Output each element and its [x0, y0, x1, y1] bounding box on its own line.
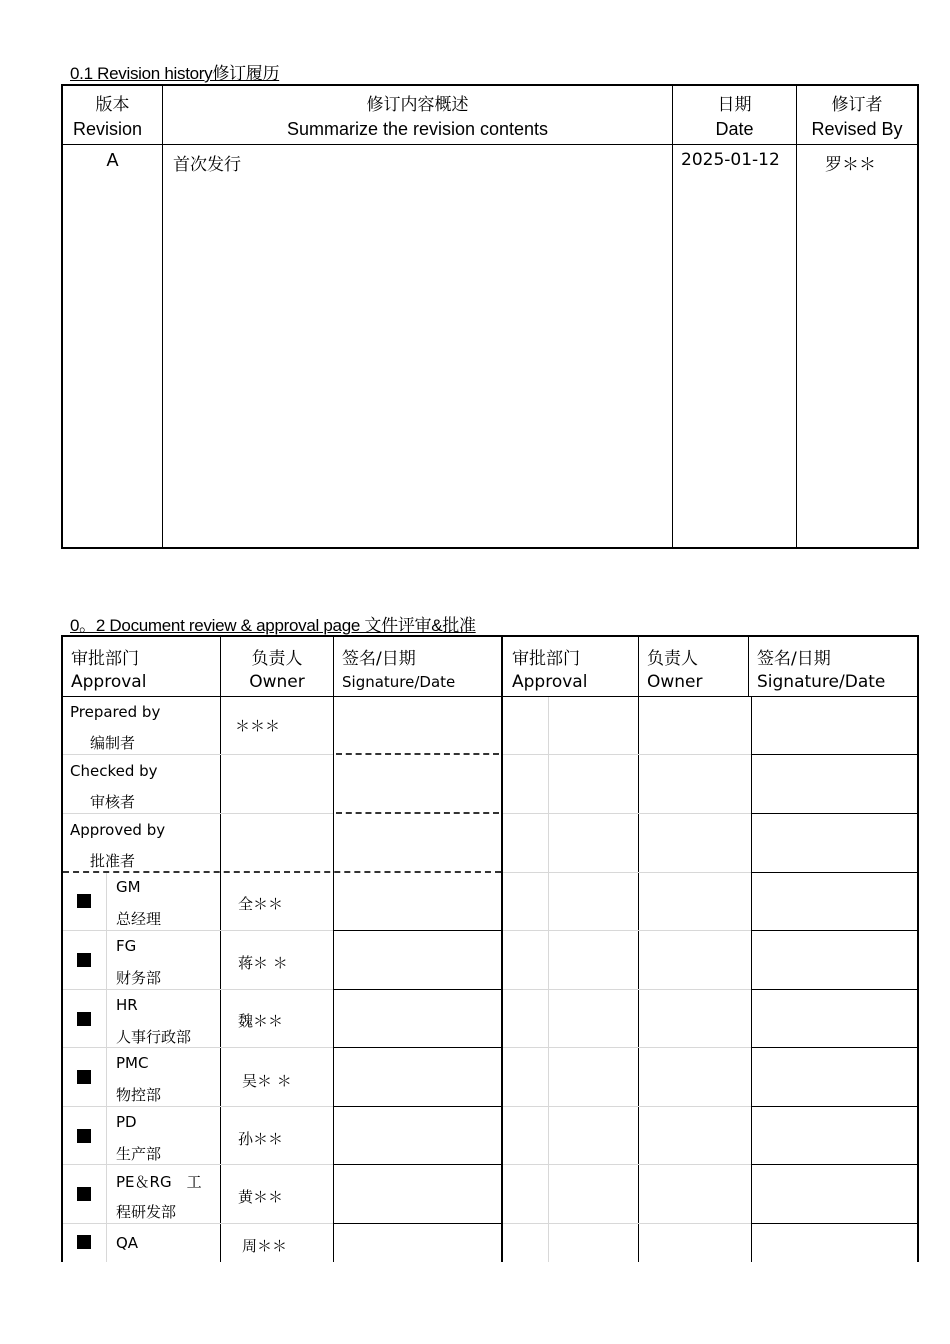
header-contents-en: Summarize the revision contents: [286, 119, 549, 139]
header-date-cn: 日期: [717, 95, 752, 115]
dept-code: PE＆RG 工: [116, 1173, 202, 1191]
role-owner: ＊＊＊: [235, 717, 281, 735]
header-revised-by-cn: 修订者: [831, 95, 883, 115]
role-en: Prepared by: [70, 703, 161, 721]
header-revision-en: Revision: [72, 119, 143, 139]
role-en: Checked by: [70, 762, 158, 780]
dept-name: 物控部: [116, 1086, 162, 1104]
right-header-signature-en: Signature/Date: [757, 672, 886, 692]
dept-name: 人事行政部: [116, 1028, 192, 1046]
dept-code: PMC: [116, 1054, 149, 1072]
dept-name: 总经理: [116, 910, 162, 928]
dept-checkbox[interactable]: [77, 1012, 91, 1026]
header-date-en: Date: [715, 119, 754, 139]
dept-name: 财务部: [116, 969, 162, 987]
row-date: 2025-01-12: [681, 150, 780, 170]
dept-name: 生产部: [116, 1145, 162, 1163]
left-header-approval-cn: 审批部门: [71, 649, 139, 669]
dept-code: HR: [116, 996, 138, 1014]
dept-owner: 魏＊＊: [238, 1012, 284, 1030]
role-cn: 批准者: [90, 852, 136, 870]
dept-checkbox[interactable]: [77, 894, 91, 908]
dept-checkbox[interactable]: [77, 953, 91, 967]
dept-checkbox[interactable]: [77, 1070, 91, 1084]
dept-owner: 蒋＊ ＊: [238, 954, 288, 972]
header-revision-cn: 版本: [95, 95, 130, 115]
dept-owner: 周＊＊: [242, 1237, 288, 1255]
role-en: Approved by: [70, 821, 166, 839]
approval-heading: 0。2 Document review & approval page 文件评审&批准: [70, 616, 476, 635]
dept-checkbox[interactable]: [77, 1235, 91, 1249]
dept-code: QA: [116, 1234, 139, 1252]
dept-owner: 全＊＊: [238, 895, 284, 913]
left-header-signature-en: Signature/Date: [342, 673, 456, 691]
left-header-owner-cn: 负责人: [251, 649, 303, 669]
right-header-approval-cn: 审批部门: [512, 649, 580, 669]
row-contents: 首次发行: [173, 155, 241, 175]
dept-checkbox[interactable]: [77, 1129, 91, 1143]
row-revision: A: [106, 150, 119, 170]
right-header-approval-en: Approval: [512, 672, 588, 692]
dept-name: 程研发部: [116, 1203, 177, 1221]
header-revised-by-en: Revised By: [811, 119, 903, 139]
row-revised-by: 罗＊＊: [825, 155, 876, 175]
dept-owner: 黄＊＊: [238, 1188, 284, 1206]
left-header-approval-en: Approval: [71, 672, 147, 692]
revision-history-heading: 0.1 Revision history修订履历: [70, 64, 280, 83]
right-header-owner-cn: 负责人: [647, 649, 698, 669]
dept-owner: 吴＊ ＊: [242, 1072, 292, 1090]
role-cn: 审核者: [90, 793, 136, 811]
right-header-owner-en: Owner: [647, 672, 703, 692]
dept-code: FG: [116, 937, 137, 955]
dept-checkbox[interactable]: [77, 1187, 91, 1201]
left-header-owner-en: Owner: [249, 672, 305, 692]
dept-owner: 孙＊＊: [238, 1130, 284, 1148]
role-cn: 编制者: [90, 734, 136, 752]
right-header-signature-cn: 签名/日期: [757, 649, 831, 669]
left-header-signature-cn: 签名/日期: [342, 649, 416, 669]
header-contents-cn: 修订内容概述: [366, 95, 469, 115]
dept-code: PD: [116, 1113, 137, 1131]
dept-code: GM: [116, 878, 141, 896]
